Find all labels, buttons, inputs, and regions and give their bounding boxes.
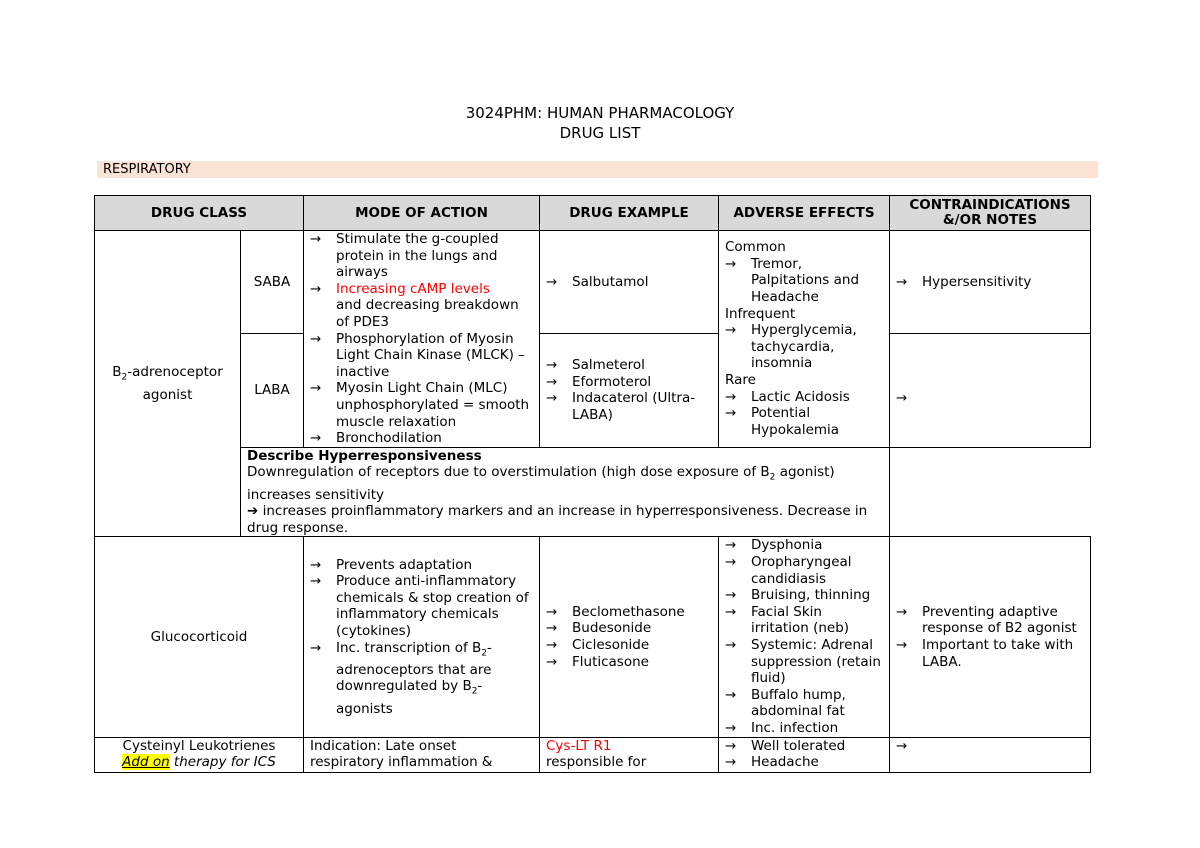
ae-frequency-label: Infrequent	[725, 305, 796, 322]
adverse-effect-item: → Bruising, thinning	[725, 587, 883, 604]
col-header-drug-class: DRUG CLASS	[95, 196, 304, 231]
adverse-effect-item: → Potential Hypokalemia	[725, 405, 883, 438]
cyst-class-note: Add on therapy for ICS	[122, 754, 276, 771]
adverse-effect-item: → Buffalo hump, abdominal fat	[725, 687, 883, 720]
col-header-drug-example: DRUG EXAMPLE	[540, 196, 719, 231]
drug-table	[94, 195, 1091, 773]
drug-class-glucocorticoid: Glucocorticoid	[95, 537, 304, 737]
cyst-receptor: Cys-LT R1	[546, 737, 612, 754]
laba-notes	[890, 333, 1091, 447]
hyperresponsiveness-line-2: ➔ increases proinflammatory markers and an increase in hyperresponsiveness. Decrease in drug response.	[247, 503, 868, 536]
table-row-hyperresponsiveness	[95, 447, 1091, 537]
drug-example-item: → Fluticasone	[546, 654, 712, 671]
drug-class-cysteinyl-leukotrienes	[95, 737, 304, 772]
note-item: → Preventing adaptive response of B2 agonist	[896, 604, 1084, 637]
saba-examples	[540, 231, 719, 334]
drug-example-item: → Eformoterol	[546, 374, 712, 391]
section-heading-respiratory: RESPIRATORY	[97, 161, 1098, 178]
adverse-effect-item: → Well tolerated	[725, 738, 883, 755]
adverse-effect-item: → Systemic: Adrenal suppression (retain fluid)	[725, 637, 883, 687]
adverse-effect-item: → Facial Skin irritation (neb)	[725, 604, 883, 637]
table-row-cysteinyl-leukotrienes	[95, 737, 1091, 772]
ae-frequency-label: Rare	[725, 372, 756, 389]
drug-example-item: → Budesonide	[546, 620, 712, 637]
moa-item: → Bronchodilation	[310, 430, 533, 447]
moa-item: → Prevents adaptation	[310, 557, 533, 574]
adverse-effect-item: → Headache	[725, 754, 883, 771]
col-header-adverse-effects: ADVERSE EFFECTS	[719, 196, 890, 231]
moa-item: → Increasing cAMP levels and decreasing breakdown of PDE3	[310, 281, 533, 331]
cyst-mode-of-action: Indication: Late onset respiratory inflammation &	[304, 737, 540, 772]
moa-item: → Produce anti-inflammatory chemicals & stop creation of inflammatory chemicals (cytokines)	[310, 573, 533, 639]
cyst-class-name: Cysteinyl Leukotrienes	[122, 737, 276, 754]
adverse-effect-item: → Lactic Acidosis	[725, 389, 883, 406]
hyperresponsiveness-title: Describe Hyperresponsiveness	[247, 447, 482, 464]
cyst-notes	[890, 737, 1091, 772]
gluco-notes	[890, 537, 1091, 737]
moa-item: → Myosin Light Chain (MLC) unphosphorylated = smooth muscle relaxation	[310, 380, 533, 430]
cyst-examples	[540, 737, 719, 772]
table-header-row	[95, 196, 1091, 231]
table-row-saba	[95, 231, 1091, 334]
drug-example-item: → Beclomethasone	[546, 604, 712, 621]
b2-adverse-effects	[719, 231, 890, 448]
document-subtitle: DRUG LIST	[559, 124, 641, 142]
table-row-glucocorticoid	[95, 537, 1091, 737]
moa-item: → Stimulate the g-coupled protein in the lungs and airways	[310, 231, 533, 281]
table-row-laba	[95, 333, 1091, 447]
ae-frequency-label: Common	[725, 239, 786, 256]
gluco-mode-of-action	[304, 537, 540, 737]
adverse-effect-item: → Inc. infection	[725, 720, 883, 737]
gluco-adverse-effects	[719, 537, 890, 737]
drug-example-item: → Salbutamol	[546, 274, 712, 291]
cyst-example-text: responsible for	[546, 754, 647, 771]
drug-class-b2-agonist: $B_2$-adrenoceptor agonist	[95, 231, 241, 537]
moa-item: → Inc. transcription of $B_2$-adrenoceptors that are downregulated by $B_2$-agonists	[310, 640, 533, 718]
col-header-mode-of-action: MODE OF ACTION	[304, 196, 540, 231]
hyperresponsiveness-line-1: Downregulation of receptors due to overstimulation (high dose exposure of $B_2$ agonist) increases sensitivity	[247, 464, 835, 503]
adverse-effect-item: → Dysphonia	[725, 537, 883, 554]
drug-example-item: → Ciclesonide	[546, 637, 712, 654]
cyst-adverse-effects	[719, 737, 890, 772]
hyperresponsiveness-note	[241, 447, 890, 537]
col-header-contraindications: CONTRAINDICATIONS &/OR NOTES	[890, 196, 1091, 231]
note-item: → Important to take with LABA.	[896, 637, 1084, 670]
subclass-saba: SABA	[241, 231, 304, 334]
adverse-effect-item: → Tremor, Palpitations and Headache	[725, 256, 883, 306]
adverse-effect-item: → Hyperglycemia, tachycardia, insomnia	[725, 322, 883, 372]
document-title: 3024PHM: HUMAN PHARMACOLOGY	[465, 104, 735, 122]
moa-item: → Phosphorylation of Myosin Light Chain Kinase (MLCK) – inactive	[310, 331, 533, 381]
drug-example-item: → Salmeterol	[546, 357, 712, 374]
note-item: → Hypersensitivity	[896, 274, 1084, 291]
b2-mode-of-action	[304, 231, 540, 448]
saba-notes	[890, 231, 1091, 334]
adverse-effect-item: → Oropharyngeal candidiasis	[725, 554, 883, 587]
subclass-laba: LABA	[241, 333, 304, 447]
drug-example-item: → Indacaterol (Ultra-LABA)	[546, 390, 712, 423]
laba-examples	[540, 333, 719, 447]
gluco-examples	[540, 537, 719, 737]
